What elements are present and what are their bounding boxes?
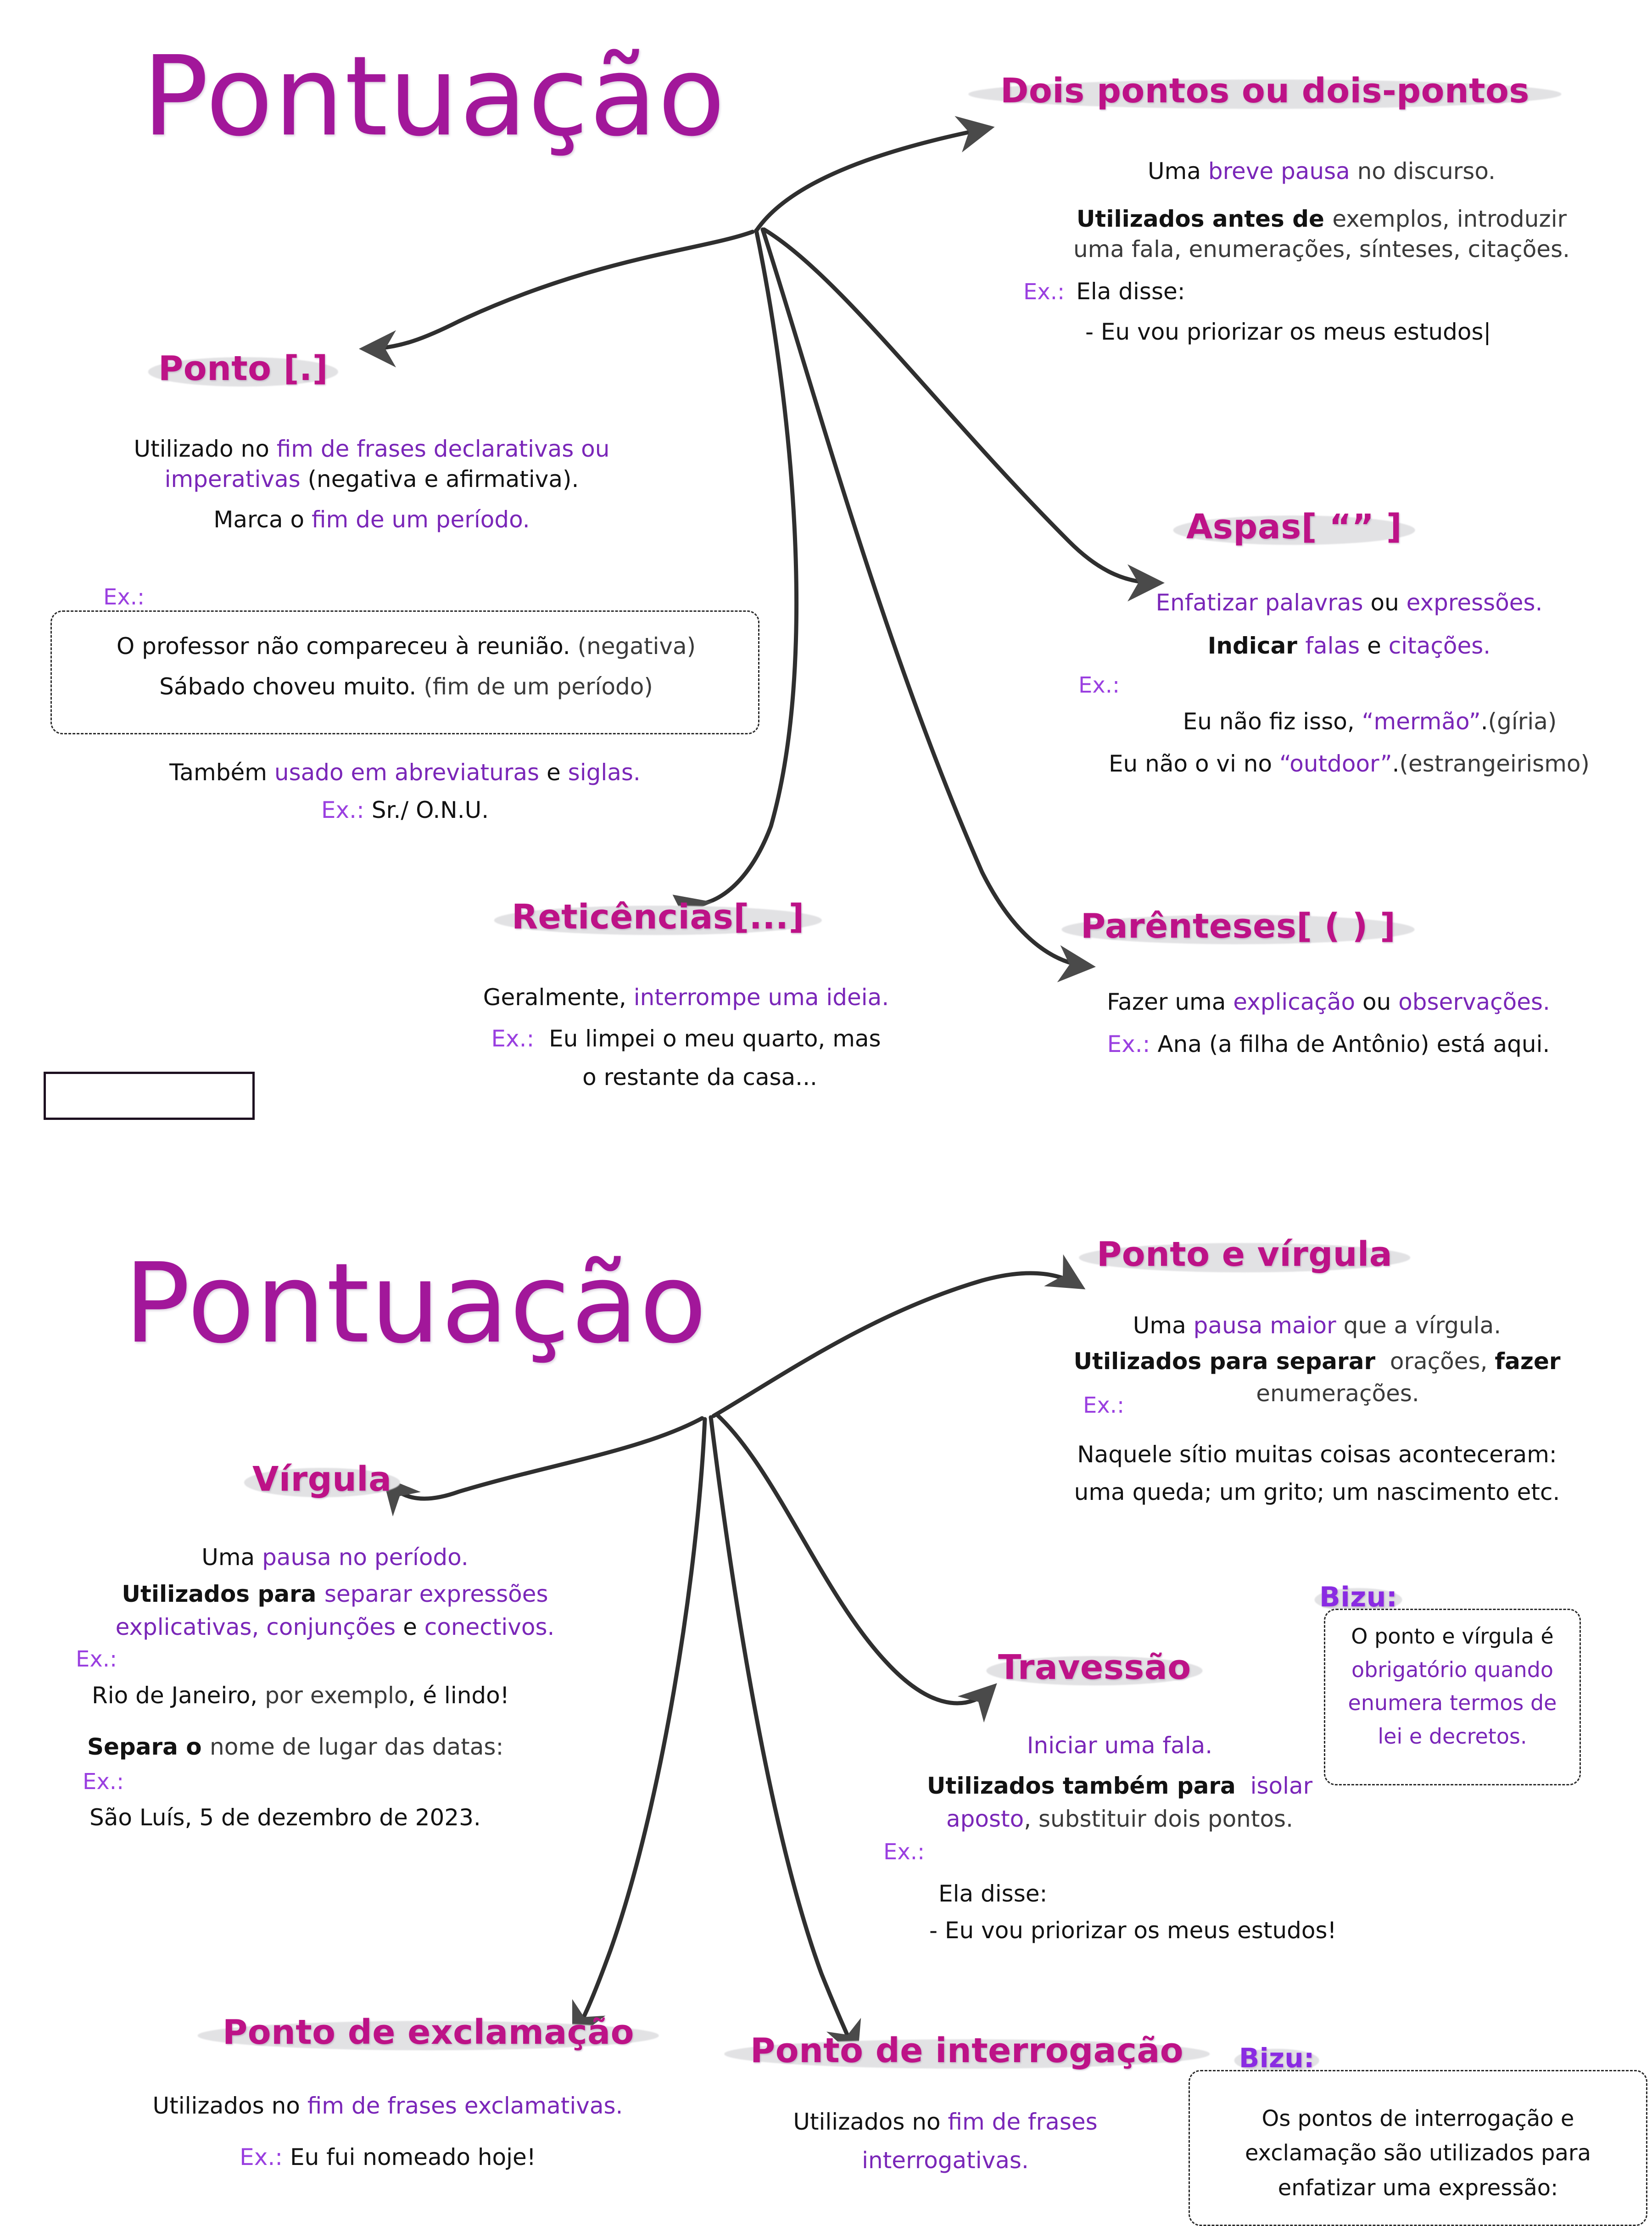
text-line: Também usado em abreviaturas e siglas.	[169, 759, 641, 786]
heading-text: Aspas[ “” ]	[1186, 507, 1402, 547]
heading-text: Ponto de interrogação	[750, 2031, 1184, 2070]
text-line: Utilizados para separar orações, fazer	[1073, 1348, 1561, 1375]
heading-travessao	[998, 1648, 1191, 1687]
heading-text: Ponto e vírgula	[1097, 1235, 1393, 1274]
text-line: O professor não compareceu à reunião. (negativa)	[116, 633, 696, 660]
text-line: lei e decretos.	[1378, 1724, 1527, 1749]
text-line: Uma pausa no período.	[201, 1544, 469, 1571]
ex-label: Ex.:	[1023, 279, 1065, 305]
text-line: explicativas, conjunções e conectivos.	[115, 1614, 555, 1640]
arrow-to-travessao	[717, 1415, 991, 1703]
text-line: Indicar falas e citações.	[1207, 632, 1491, 659]
text-line: Eu não fiz isso, “mermão”.(gíria)	[1183, 708, 1557, 735]
block-dois-pontos	[1005, 156, 1638, 347]
block-ponto-extra	[50, 757, 759, 825]
text-line: Fazer uma explicação ou observações.	[1107, 989, 1550, 1015]
ex-line: o restante da casa...	[582, 1064, 817, 1091]
heading-text: Parênteses[ ( ) ]	[1081, 906, 1396, 946]
heading-text: Ponto de exclamação	[223, 2013, 634, 2052]
ex-label: Ex.:	[1107, 1031, 1150, 1057]
ex-label: Ex.:	[76, 1646, 117, 1672]
text-line: Rio de Janeiro, por exemplo, é lindo!	[92, 1682, 509, 1709]
text-line: Uma breve pausa no discurso.	[1148, 158, 1496, 185]
ex-line: uma queda; um grito; um nascimento etc.	[1074, 1479, 1560, 1506]
ex-label: Ex.:	[491, 1025, 535, 1052]
heading-text: Bizu:	[1319, 1581, 1398, 1613]
block-ponto	[46, 434, 698, 535]
ex-label: Ex.:	[1083, 1393, 1125, 1418]
text-line: O ponto e vírgula é	[1351, 1624, 1554, 1649]
heading-text: Bizu:	[1239, 2042, 1315, 2074]
text-line: interrogativas.	[862, 2147, 1029, 2174]
text-line: Utilizados também para isolar	[926, 1773, 1313, 1799]
block-bizu-1	[1328, 1622, 1576, 1751]
heading-dois-pontos	[1000, 71, 1529, 111]
text-line: Utilizados no fim de frases	[793, 2109, 1098, 2135]
ex-label: Ex.:	[1078, 672, 1120, 698]
ex-label: Ex.:	[240, 2144, 283, 2170]
page-title-2: Pontuação	[124, 1239, 708, 1368]
heading-text: Reticências[...]	[512, 897, 804, 937]
text-line: Enfatizar palavras ou expressões.	[1155, 589, 1543, 616]
heading-reticencias	[512, 897, 804, 937]
heading-virgula	[252, 1460, 392, 1499]
page-title-1: Pontuação	[142, 32, 726, 161]
block-ponto-virgula	[998, 1310, 1636, 1507]
block-aspas	[1051, 587, 1647, 779]
ex-text: São Luís, 5 de dezembro de 2023.	[89, 1804, 481, 1831]
text-line: Geralmente, interrompe uma ideia.	[483, 984, 889, 1011]
heading-text: Ponto [.]	[158, 349, 328, 388]
ex-text: Ana (a filha de Antônio) está aqui.	[1157, 1031, 1550, 1057]
block-ponto-examples	[60, 631, 753, 702]
text-line: Utilizados antes de exemplos, introduzir	[1076, 206, 1567, 232]
text-line	[50, 795, 759, 825]
ex-line: - Eu vou priorizar os meus estudos|	[1085, 319, 1491, 346]
text-line: aposto, substituir dois pontos.	[946, 1806, 1293, 1832]
block-parenteses	[1010, 987, 1647, 1059]
text-line: Sábado choveu muito. (fim de um período)	[159, 673, 653, 700]
ex-label: Ex.:	[321, 797, 364, 823]
text-line: imperativas (negativa e afirmativa).	[164, 466, 579, 492]
text-line: obrigatório quando	[1351, 1657, 1554, 1682]
arrow-to-ponto	[367, 232, 753, 349]
block-virgula	[32, 1542, 638, 1833]
heading-ponto	[158, 349, 328, 388]
text-line: Separa o nome de lugar das datas:	[87, 1734, 504, 1761]
heading-interrogacao	[750, 2031, 1183, 2070]
ex-label-ponto: Ex.:	[103, 584, 145, 610]
text-line: Utilizados no fim de frases exclamativas.	[152, 2092, 623, 2119]
heading-exclamacao	[223, 2013, 634, 2052]
arrow-to-dois-pontos	[757, 129, 987, 229]
text-line: Marca o fim de um período.	[213, 506, 530, 533]
text-line: exclamação são utilizados para	[1245, 2140, 1591, 2166]
ex-line: - Eu vou priorizar os meus estudos!	[929, 1917, 1337, 1944]
arrow-to-virgula	[388, 1418, 702, 1499]
ex-line: Naquele sítio muitas coisas aconteceram:	[1077, 1441, 1557, 1468]
ex-text: Eu fui nomeado hoje!	[290, 2144, 536, 2170]
text-line: Uma pausa maior que a vírgula.	[1133, 1312, 1501, 1339]
heading-text: Dois pontos ou dois-pontos	[1000, 71, 1529, 111]
text-line: Utilizado no fim de frases declarativas ou	[134, 436, 610, 462]
heading-bizu-2	[1239, 2042, 1315, 2074]
block-bizu-2	[1193, 2104, 1643, 2203]
text-line: uma fala, enumerações, sínteses, citações.	[1073, 236, 1570, 263]
ex-label: Ex.:	[83, 1769, 124, 1795]
text-line: enumerações.	[1256, 1380, 1419, 1407]
heading-ponto-virgula	[1097, 1235, 1392, 1274]
block-exclamacao	[83, 2091, 693, 2172]
ex-line: Ela disse:	[1076, 278, 1185, 305]
text-line: Eu não o vi no “outdoor”.(estrangeirismo)	[1108, 750, 1590, 777]
text-line	[83, 2142, 693, 2172]
ex-line: Eu limpei o meu quarto, mas	[549, 1025, 881, 1052]
block-travessao	[883, 1730, 1356, 1946]
ex-text: Sr./ O.N.U.	[371, 797, 489, 823]
heading-bizu-1	[1319, 1581, 1397, 1613]
text-line: enfatizar uma expressão:	[1278, 2175, 1558, 2201]
heading-parenteses	[1081, 906, 1395, 946]
arrow-to-interrogacao	[711, 1417, 854, 2052]
block-reticencias	[413, 982, 959, 1092]
empty-rectangle	[44, 1072, 255, 1120]
heading-aspas	[1186, 507, 1402, 547]
text-line: Os pontos de interrogação e	[1261, 2106, 1574, 2131]
text-line: enumera termos de	[1348, 1690, 1557, 1716]
text-line: Utilizados para separar expressões	[122, 1581, 548, 1607]
text-line	[413, 1024, 959, 1054]
heading-text: Vírgula	[252, 1460, 392, 1499]
ex-line: Ela disse:	[938, 1880, 1048, 1907]
block-interrogacao	[739, 2107, 1152, 2176]
text-line: Iniciar uma fala.	[1027, 1732, 1213, 1759]
heading-text: Travessão	[998, 1648, 1191, 1687]
ex-label: Ex.:	[883, 1839, 925, 1865]
text-line	[1010, 1029, 1647, 1059]
